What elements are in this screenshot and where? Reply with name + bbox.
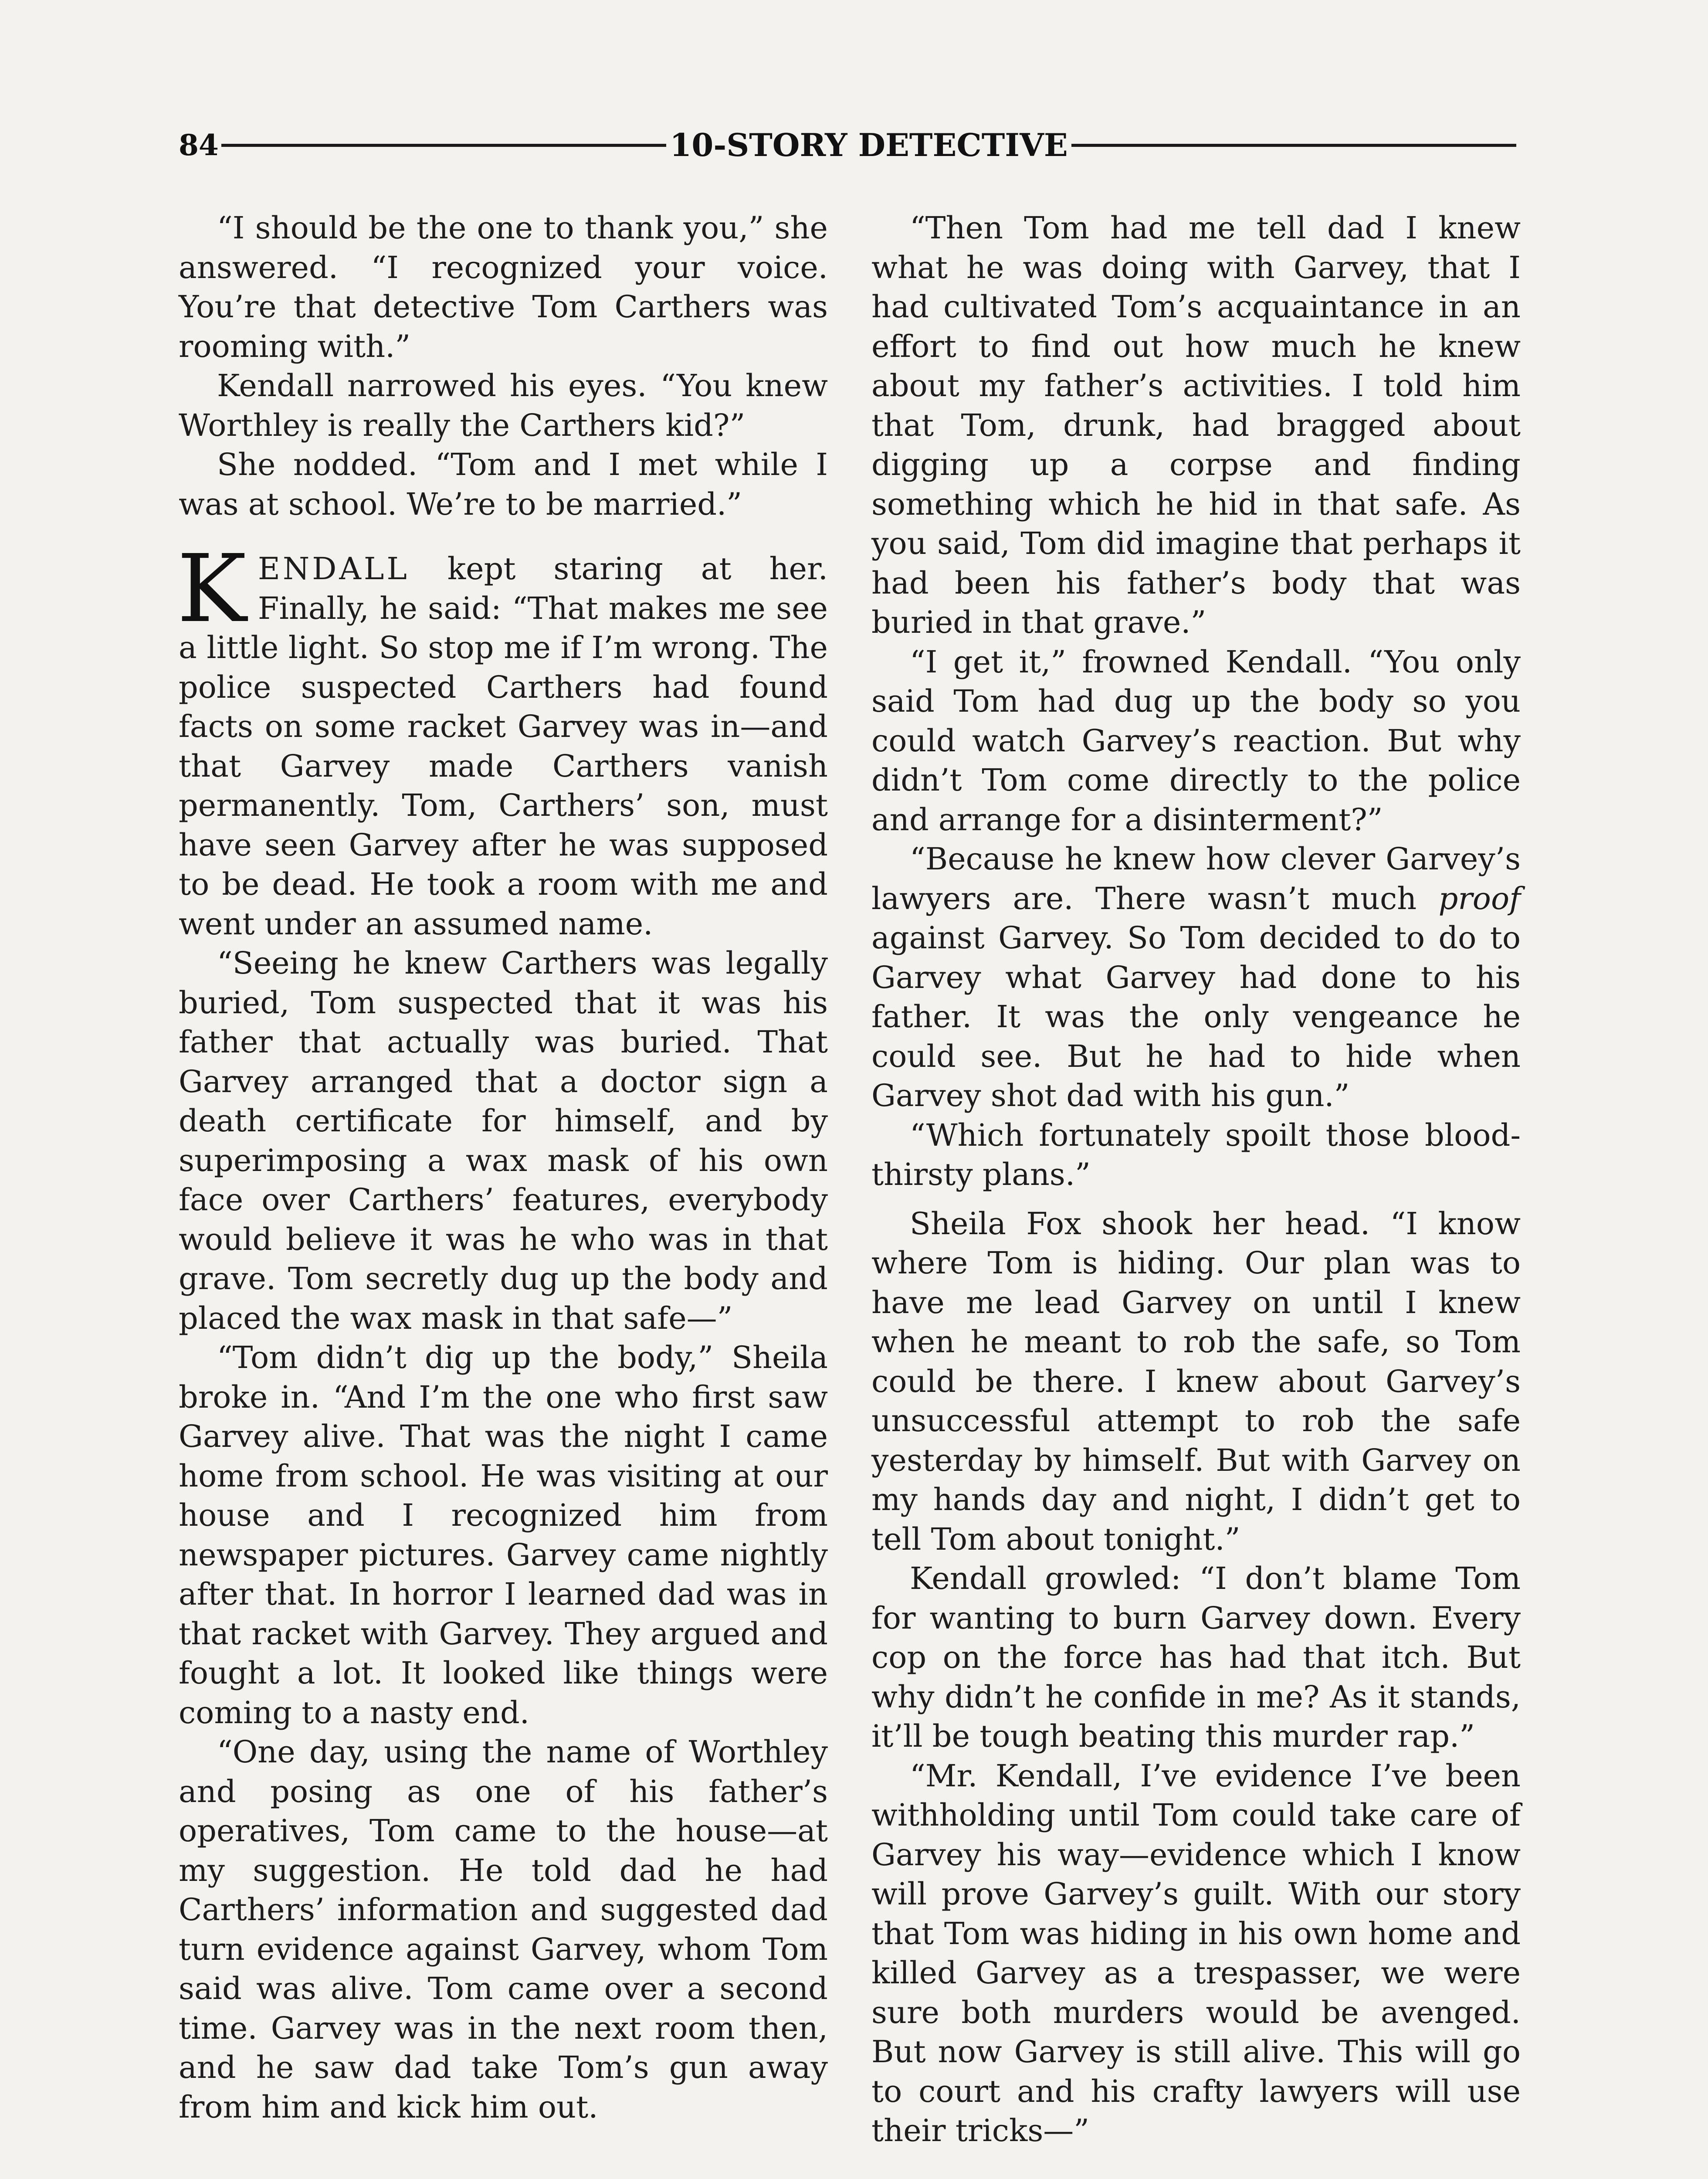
paragraph: “Tom didn’t dig up the body,” Sheila broke in. “And I’m the one who first saw Garvey alive. That was the night I came home from school. He was visiting at our house and I recognized him from newspaper pictures. Garvey came nightly after that. In horror I learned dad was in that racket with Garvey. They argued and fought a lot. It looked like things were coming to a nasty end.: [179, 1340, 828, 1731]
paragraph: “I get it,” frowned Kendall. “You only said Tom had dug up the body so you could watch Garvey’s reaction. But why didn’t Tom come directly to the police and arrange for a disinterment?”: [871, 644, 1521, 838]
paragraph: [871, 839, 1521, 1116]
paragraph: Kendall growled: “I don’t blame Tom for wanting to burn Garvey down. Every cop on the force has had that itch. But why didn’t he confide in me? As it stands, it’ll be tough beating this murder rap.”: [871, 1561, 1521, 1754]
paragraph: “Then Tom had me tell dad I knew what he was doing with Garvey, that I had cultivated Tom’s acquaintance in an effort to find out how much he knew about my father’s activities. I told him that Tom, drunk, had bragged about digging up a corpse and finding something which he hid in that safe. As you said, Tom did imagine that perhaps it had been his father’s body that was buried in that grave.”: [871, 210, 1521, 640]
drop-cap: K: [177, 535, 247, 643]
page-number: 84: [179, 128, 219, 162]
paragraph: “One day, using the name of Worthley and posing as one of his father’s operatives, Tom came to the house—at my suggestion. He told dad he had Carthers’ information and suggested dad turn evidence against Garvey, whom Tom said was alive. Tom came over a second time. Garvey was in the next room then, and he saw dad take Tom’s gun away from him and kick him out.: [179, 1734, 828, 2125]
left-column: [179, 208, 828, 2127]
right-column: [871, 208, 1521, 2151]
paragraph-text: kept staring at her. Finally, he said: “That makes me see a little light. So stop me if I’m wrong. The police suspected Carthers had found facts on some racket Garvey was in—and that Garvey made Carthers vanish permanently. Tom, Carthers’ son, must have seen Garvey after he was supposed to be dead. He took a room with me and went under an assumed name.: [179, 551, 828, 942]
header-rule-left: [221, 144, 666, 147]
magazine-title: 10-STORY DETECTIVE: [670, 126, 1068, 163]
paragraph: “Seeing he knew Carthers was legally buried, Tom suspected that it was his father that actually was buried. That Garvey arranged that a doctor sign a death certificate for himself, and by superimposing a wax mask of his own face over Carthers’ features, everybody would believe it was he who was in that grave. Tom secretly dug up the body and placed the wax mask in that safe—”: [179, 945, 828, 1336]
paragraph: “Mr. Kendall, I’ve evidence I’ve been withholding until Tom could take care of Garvey his way—evidence which I know will prove Garvey’s guilt. With our story that Tom was hiding in his own home and killed Garvey as a trespasser, we were sure both murders would be avenged. But now Garvey is still alive. This will go to court and his crafty lawyers will use their tricks—”: [871, 1758, 1521, 2148]
paragraph: Kendall narrowed his eyes. “You knew Worthley is really the Carthers kid?”: [179, 368, 828, 443]
paragraph: “Which fortunately spoilt those blood-thirsty plans.”: [871, 1117, 1521, 1192]
dropcap-paragraph: [177, 535, 828, 944]
running-header: [179, 121, 1516, 169]
section-opening-caps: ENDALL: [258, 551, 410, 587]
paragraph-text: “Because he knew how clever Garvey’s lawyers are. There wasn’t much: [871, 841, 1521, 916]
paragraph: “I should be the one to thank you,” she answered. “I recognized your voice. You’re that detective Tom Carthers was rooming with.”: [179, 210, 828, 364]
paragraph-text: against Garvey. So Tom decided to do to Garvey what Garvey had done to his father. It was the only vengeance he could see. But he had to hide when Garvey shot dad with his gun.”: [871, 920, 1521, 1113]
paragraph: Sheila Fox shook her head. “I know where Tom is hiding. Our plan was to have me lead Garvey on until I knew when he meant to rob the safe, so Tom could be there. I knew about Garvey’s unsuccessful attempt to rob the safe yesterday by himself. But with Garvey on my hands day and night, I didn’t get to tell Tom about tonight.”: [871, 1205, 1521, 1557]
italic-word: proof: [1438, 880, 1521, 916]
paragraph: She nodded. “Tom and I met while I was at school. We’re to be married.”: [179, 447, 828, 522]
header-rule-right: [1071, 144, 1516, 147]
